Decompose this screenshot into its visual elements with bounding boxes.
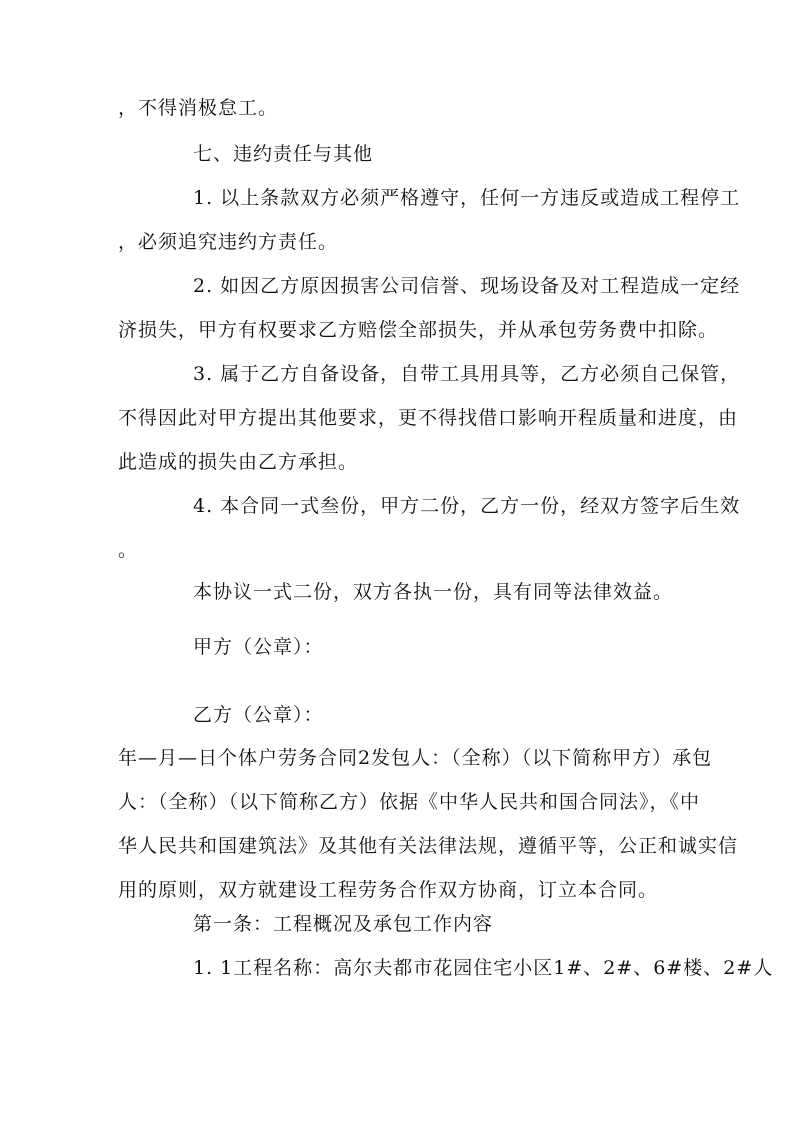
article-1-item-1: 1. 1工程名称：高尔夫都市花园住宅小区1#、2#、6#楼、2#人 bbox=[193, 957, 774, 979]
agreement-copies-line: 本协议一式二份，双方各执一份，具有同等法律效益。 bbox=[193, 581, 674, 603]
clause-1-line-2: ，必须追究违约方责任。 bbox=[118, 231, 339, 253]
clause-2-line-1: 2. 如因乙方原因损害公司信誉、现场设备及对工程造成一定经 bbox=[193, 275, 741, 297]
contract-intro-line-4: 用的原则，双方就建设工程劳务合作双方协商，订立本合同。 bbox=[118, 879, 659, 901]
text-line: ，不得消极怠工。 bbox=[118, 97, 279, 119]
contract-intro-line-3: 华人民共和国建筑法》及其他有关法律法规，遵循平等，公正和诚实信 bbox=[118, 835, 739, 857]
contract-intro-line-2: 人：（全称）（以下简称乙方）依据《中华人民共和国合同法》，《中 bbox=[118, 791, 701, 813]
contract-intro-line-1: 年—月—日个体户劳务合同2发包人：（全称）（以下简称甲方）承包 bbox=[118, 747, 713, 769]
clause-4-line-2: 。 bbox=[118, 539, 139, 561]
clause-3-line-1: 3. 属于乙方自备设备，自带工具用具等，乙方必须自己保管， bbox=[193, 363, 741, 385]
clause-3-line-2: 不得因此对甲方提出其他要求，更不得找借口影响开程质量和进度，由 bbox=[118, 407, 739, 429]
clause-2-line-2: 济损失，甲方有权要求乙方赔偿全部损失，并从承包劳务费中扣除。 bbox=[118, 319, 719, 341]
article-1-heading: 第一条：工程概况及承包工作内容 bbox=[193, 913, 494, 935]
clause-1-line-1: 1. 以上条款双方必须严格遵守，任何一方违反或造成工程停工 bbox=[193, 187, 741, 209]
clause-4-line-1: 4. 本合同一式叁份，甲方二份，乙方一份，经双方签字后生效 bbox=[193, 495, 741, 517]
party-a-seal-label: 甲方（公章）： bbox=[193, 636, 324, 658]
party-b-seal-label: 乙方（公章）： bbox=[193, 704, 324, 726]
clause-3-line-3: 此造成的损失由乙方承担。 bbox=[118, 451, 359, 473]
section-heading: 七、违约责任与其他 bbox=[193, 143, 374, 165]
